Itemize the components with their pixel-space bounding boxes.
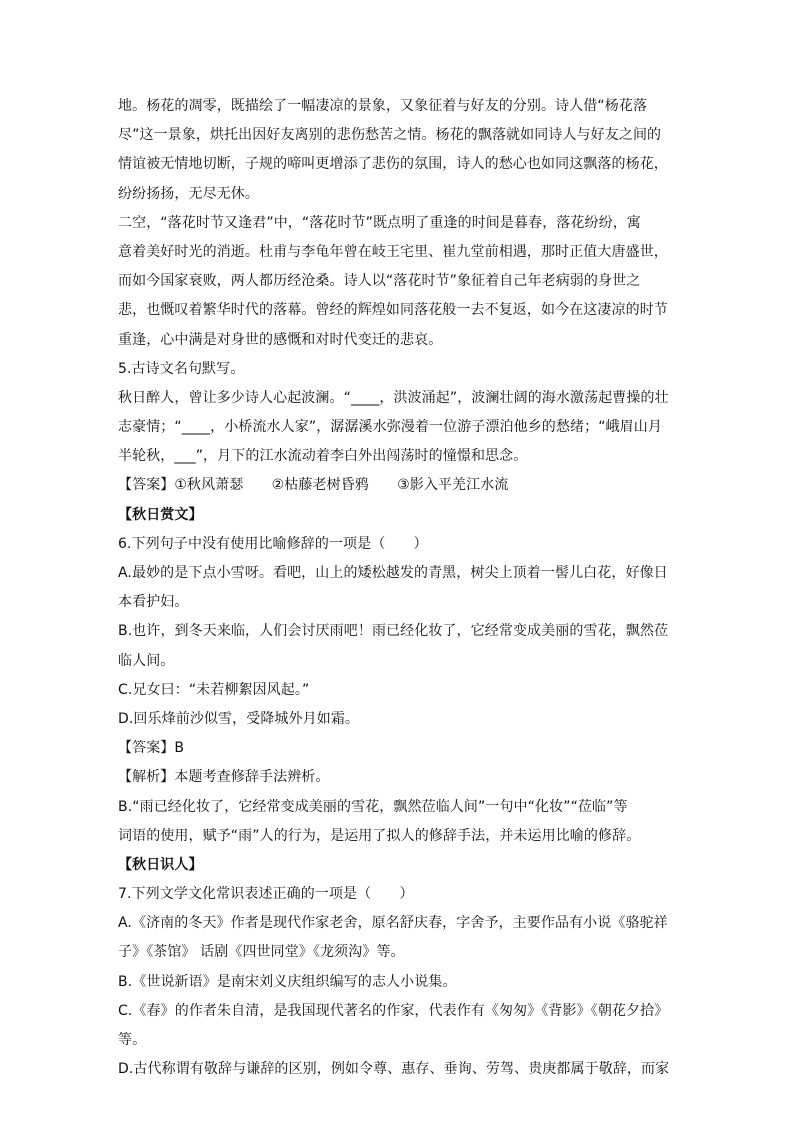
text-line: 悲，也慨叹着繁华时代的落幕。曾经的辉煌如同落花般一去不复返，如今在这凄凉的时节 <box>118 302 668 319</box>
text-line: 临人间。 <box>118 652 175 669</box>
text-line: 等。 <box>118 1032 147 1048</box>
text-line: 二空，“落花时节又逢君”中，“落花时节”既点明了重逢的时间是暮春，落花纷纷，寓 <box>118 214 641 231</box>
document-page <box>118 92 678 1084</box>
text-line: 半轮秋，___”，月下的江水流动着李白外出闯荡时的憧憬和思念。 <box>118 448 528 465</box>
text-line: A.最妙的是下点小雪呀。看吧，山上的矮松越发的青黑，树尖上顶着一髻儿白花，好像日 <box>118 565 668 581</box>
text-line: 6.下列句子中没有使用比喻修辞的一项是（ ） <box>118 535 428 552</box>
text-line: 而如今国家衰败，两人都历经沧桑。诗人以“落花时节”象征着自己年老病弱的身世之 <box>118 273 641 290</box>
text-line: 子》《茶馆》 话剧《四世同堂》《龙须沟》等。 <box>118 944 405 961</box>
text-line: C.《春》的作者朱自清，是我国现代著名的作家，代表作有《匆匆》《背影》《朝花夕拾》 <box>118 1002 669 1019</box>
text-line: B.“雨已经化妆了，它经常变成美丽的雪花，飘然莅临人间”一句中“化妆”“莅临”等 <box>118 798 628 815</box>
text-line: 意着美好时光的消逝。杜甫与李龟年曾在岐王宅里、崔九堂前相遇，那时正值大唐盛世， <box>118 243 668 260</box>
text-line: 尽”这一景象，烘托出因好友离别的悲伤愁苦之情。杨花的飘落就如同诗人与好友之间的 <box>118 127 662 144</box>
text-line: 地。杨花的凋零，既描绘了一幅凄凉的景象，又象征着与好友的分别。诗人借“杨花落 <box>118 98 648 114</box>
text-line: 【解析】本题考查修辞手法辨析。 <box>118 769 330 786</box>
text-line: 重逢，心中满是对身世的感慨和对时代变迁的悲哀。 <box>118 331 443 348</box>
text-line: B.《世说新语》是南宋刘义庆组织编写的志人小说集。 <box>118 973 457 990</box>
text-line: 【答案】B <box>118 740 185 757</box>
text-line: 【秋日赏文】 <box>118 506 203 523</box>
text-line: 7.下列文学文化常识表述正确的一项是（ ） <box>118 886 414 903</box>
text-line: 志豪情；“____，小桥流水人家”，潺潺溪水弥漫着一位游子漂泊他乡的愁绪；“峨眉山月 <box>118 419 662 436</box>
text-line: 5.古诗文名句默写。 <box>118 360 245 377</box>
text-line: D.回乐烽前沙似雪，受降城外月如霜。 <box>118 710 360 727</box>
text-line: 词语的使用，赋予“雨”人的行为，是运用了拟人的修辞手法，并未运用比喻的修辞。 <box>118 827 641 844</box>
text-line: 秋日醉人，曾让多少诗人心起波澜。“____，洪波涌起”，波澜壮阔的海水激荡起曹操的壮 <box>118 389 669 406</box>
text-line: C.兄女曰：“未若柳絮因风起。” <box>118 681 310 698</box>
text-line: A.《济南的冬天》作者是现代作家老舍，原名舒庆春，字舍予，主要作品有小说《骆驼祥 <box>118 915 668 932</box>
text-line: D.古代称谓有敬辞与谦辞的区别，例如令尊、惠存、垂询、劳驾、贵庚都属于敬辞，而家 <box>118 1061 670 1078</box>
text-line: 【秋日识人】 <box>118 856 203 873</box>
text-line: 情谊被无情地切断，子规的啼叫更增添了悲伤的氛围，诗人的愁心也如同这飘落的杨花， <box>118 156 668 173</box>
text-line: 【答案】①秋风萧瑟 ②枯藤老树昏鸦 ③影入平羌江水流 <box>118 477 509 494</box>
text-line: 本看护妇。 <box>118 594 189 611</box>
text-line: B.也许，到冬天来临，人们会讨厌雨吧！雨已经化妆了，它经常变成美丽的雪花，飘然莅 <box>118 623 669 640</box>
text-line: 纷纷扬扬，无尽无休。 <box>118 185 259 202</box>
